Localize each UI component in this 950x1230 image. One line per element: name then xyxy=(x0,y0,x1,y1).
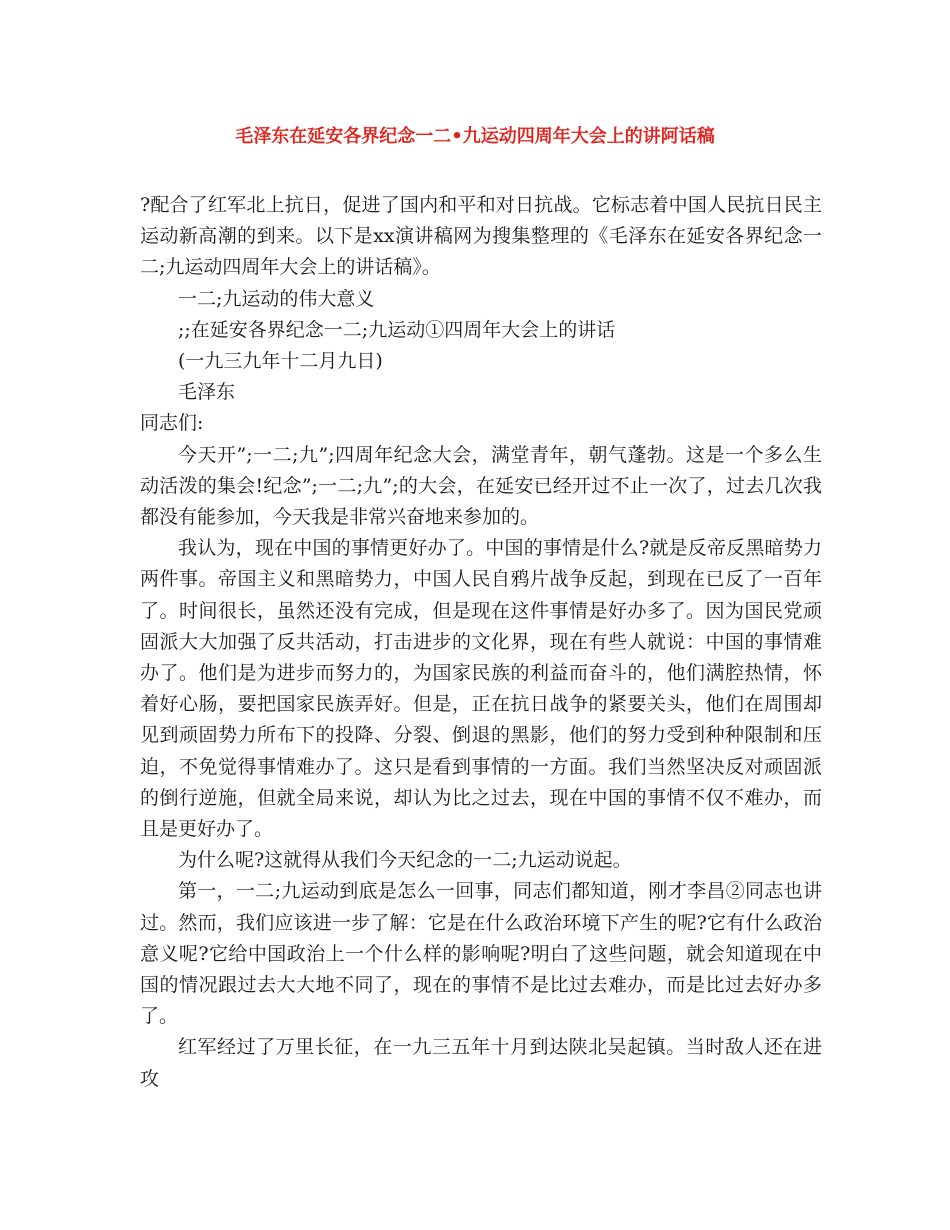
body-paragraph: ;;在延安各界纪念一二;九运动①四周年大会上的讲话 xyxy=(178,318,616,341)
body-paragraph: 我认为，现在中国的事情更好办了。中国的事情是什么?就是反帝反黑暗势力两件事。帝国主义和黑暗势力，中国人民自鸦片战争反起，到现在已反了一百年了。时间很长，虽然还没有完成，但是现在这件事情是好办多了。因为国民党顽固派大大加强了反共活动，打击进步的文化界，现在有些人就说：中国的事情难办了。他们是为进步而努力的，为国家民族的利益而奋斗的，他们满腔热情，怀着好心肠，要把国家民族弄好。但是，正在抗日战争的紧要关头，他们在周围却见到顽固势力所布下的投降、分裂、倒退的黑影，他们的努力受到种种限制和压迫，不免觉得事情难办了。这只是看到事情的一方面。我们当然坚决反对顽固派的倒行逆施，但就全局来说，却认为比之过去，现在中国的事情不仅不难办，而且是更好办了。 xyxy=(140,537,822,841)
document-body xyxy=(140,190,822,1095)
body-paragraph: 红军经过了万里长征，在一九三五年十月到达陕北吴起镇。当时敌人还在进攻 xyxy=(140,1036,822,1090)
document-title: 毛泽东在延安各界纪念一二•九运动四周年大会上的讲阿话稿 xyxy=(235,126,715,147)
body-paragraph: 为什么呢?这就得从我们今天纪念的一二;九运动说起。 xyxy=(178,849,632,872)
body-paragraph: ?配合了红军北上抗日，促进了国内和平和对日抗战。它标志着中国人民抗日民主运动新高潮的到来。以下是xx演讲稿网为搜集整理的《毛泽东在延安各界纪念一二;九运动四周年大会上的讲话稿》。 xyxy=(140,194,822,279)
body-paragraph: 第一，一二;九运动到底是怎么一回事，同志们都知道，刚才李昌②同志也讲过。然而，我们应该进一步了解：它是在什么政治环境下产生的呢?它有什么政治意义呢?它给中国政治上一个什么样的影响呢?明白了这些问题，就会知道现在中国的情况跟过去大大地不同了，现在的事情不是比过去难办，而是比过去好办多了。 xyxy=(140,880,822,1028)
body-paragraph: 同志们: xyxy=(140,412,204,435)
body-paragraph: 今天开”;一二;九”;四周年纪念大会，满堂青年，朝气蓬勃。这是一个多么生动活泼的集会!纪念”;一二;九”;的大会，在延安已经开过不止一次了，过去几次我都没有能参加，今天我是非常兴奋地来参加的。 xyxy=(140,443,822,529)
body-paragraph: (一九三九年十二月九日) xyxy=(178,350,383,373)
body-paragraph: 毛泽东 xyxy=(178,381,236,404)
body-paragraph: 一二;九运动的伟大意义 xyxy=(178,287,375,310)
